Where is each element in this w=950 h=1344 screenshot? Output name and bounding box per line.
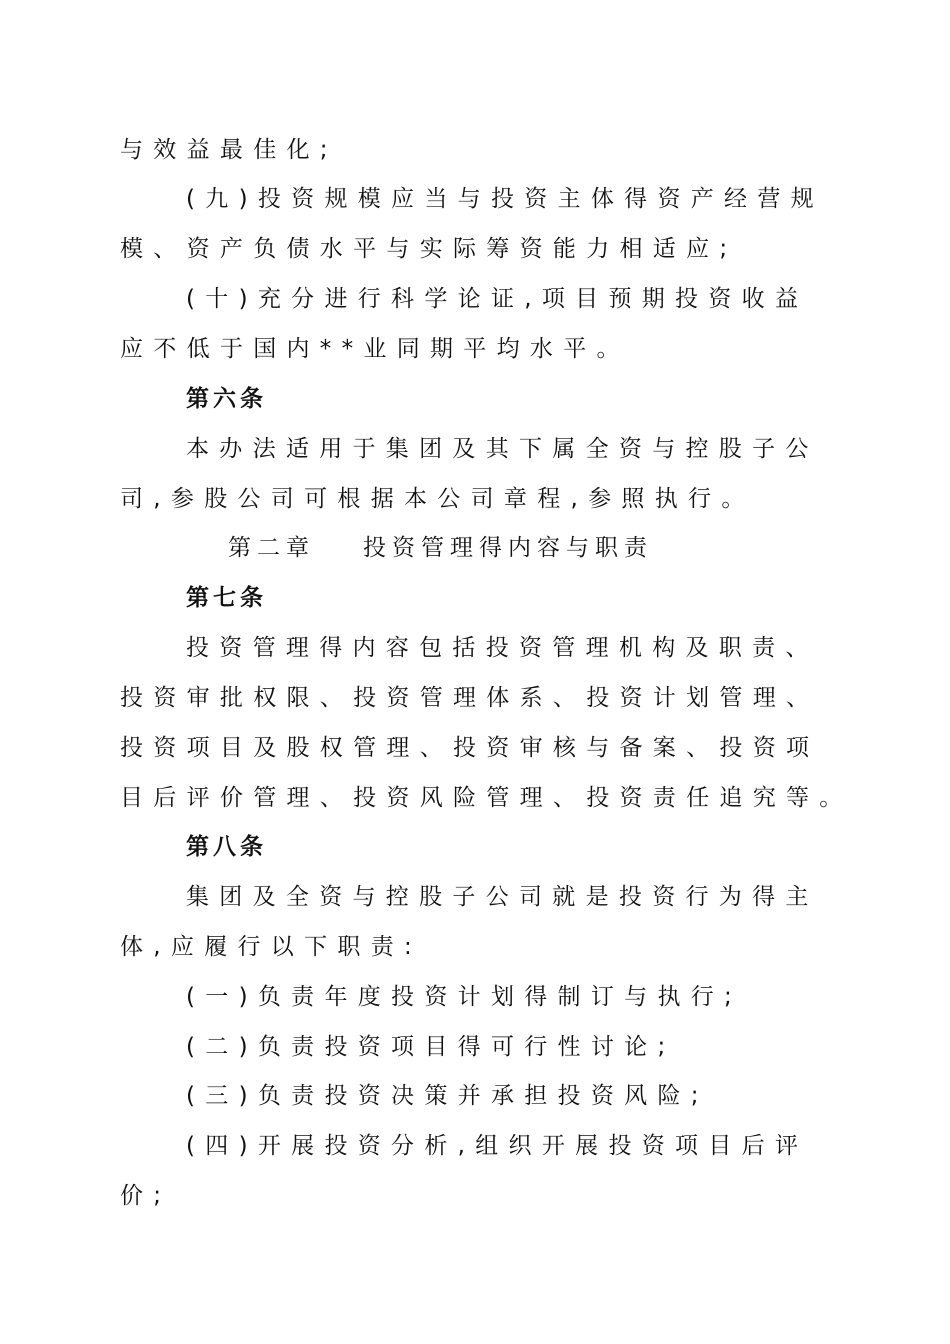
duty-item-2: (二)负责投资项目得可行性讨论; xyxy=(186,1034,676,1060)
article-7-text: 投资管理得内容包括投资管理机构及职责、 xyxy=(186,635,819,661)
duty-item-3: (三)负责投资决策并承担投资风险; xyxy=(186,1083,709,1109)
duty-item-1: (一)负责年度投资计划得制订与执行; xyxy=(186,984,743,1010)
text-line: 司,参股公司可根据本公司章程,参照执行。 xyxy=(120,486,755,512)
text-line: 模、资产负债水平与实际筹资能力相适应; xyxy=(120,236,738,262)
article-6-text: 本办法适用于集团及其下属全资与控股子公 xyxy=(186,436,819,462)
text-line: 与效益最佳化; xyxy=(120,137,338,163)
text-line: 价; xyxy=(120,1183,172,1209)
text-line: 目后评价管理、投资风险管理、投资责任追究等。 xyxy=(120,785,853,811)
text-line: 投资项目及股权管理、投资审核与备案、投资项 xyxy=(120,735,820,761)
article-7-heading: 第七条 xyxy=(186,585,267,611)
chapter-2-heading xyxy=(228,528,828,568)
article-8-text: 集团及全资与控股子公司就是投资行为得主 xyxy=(186,884,819,910)
text-line: 应不低于国内**业同期平均水平。 xyxy=(120,336,630,362)
chapter-title: 投资管理得内容与职责 xyxy=(363,535,653,561)
clause-item-10: (十)充分进行科学论证,项目预期投资收益 xyxy=(186,286,809,312)
clause-item-9: (九)投资规模应当与投资主体得资产经营规 xyxy=(186,186,824,212)
article-8-heading: 第八条 xyxy=(186,834,267,860)
text-line: 投资审批权限、投资管理体系、投资计划管理、 xyxy=(120,685,820,711)
article-6-heading: 第六条 xyxy=(186,386,267,412)
chapter-number: 第二章 xyxy=(228,535,315,561)
duty-item-4: (四)开展投资分析,组织开展投资项目后评 xyxy=(186,1133,809,1159)
text-line: 体,应履行以下职责: xyxy=(120,934,423,960)
